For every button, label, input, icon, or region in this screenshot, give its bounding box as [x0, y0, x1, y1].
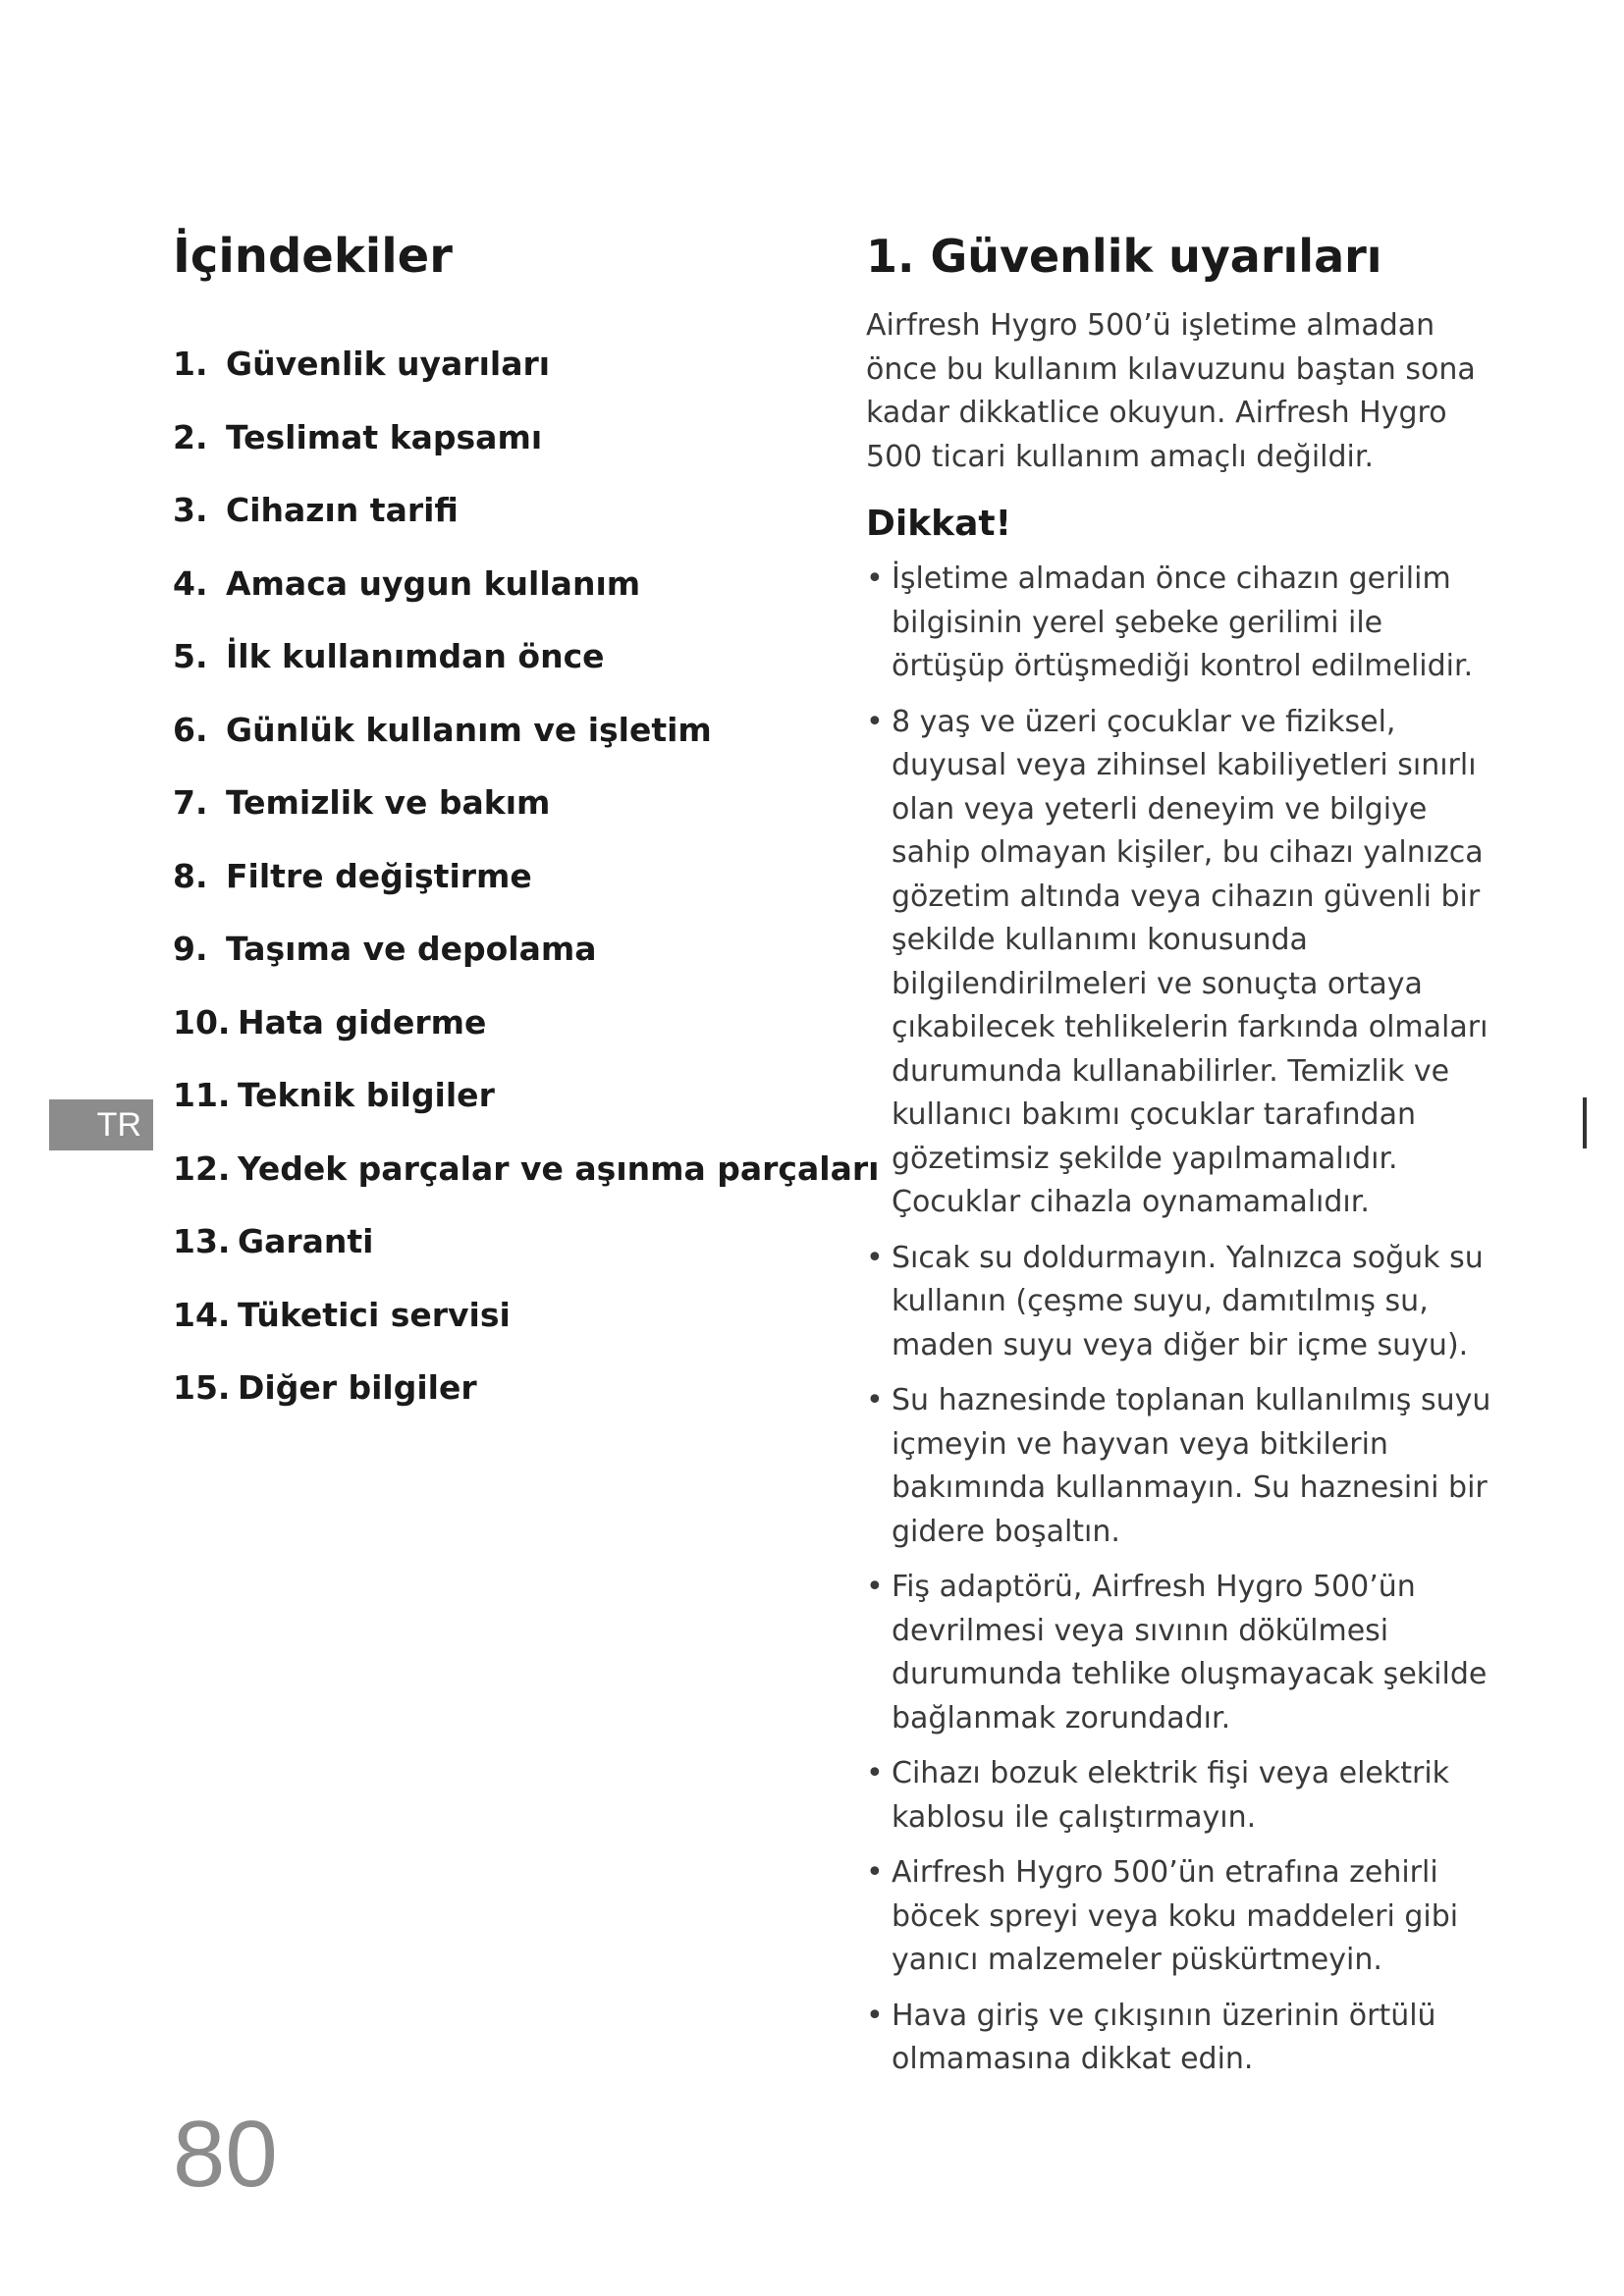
toc-item [173, 548, 840, 621]
margin-marker [1583, 1097, 1587, 1148]
toc-item-label: Cihazın tarifi [226, 491, 459, 529]
toc-item [173, 401, 840, 475]
language-tab: TR [49, 1099, 153, 1150]
toc-item-number: 2. [173, 417, 208, 456]
warning-heading: Dikkat! [866, 504, 1012, 544]
warning-item: • Hava giriş ve çıkışının üzerinin örtülü olmamasına dikkat edin. [866, 1995, 1504, 2082]
toc-item-label: Güvenlik uyarıları [226, 345, 551, 383]
toc-item-label: Hata giderme [238, 1002, 487, 1041]
warning-item: • Fiş adaptörü, Airfresh Hygro 500’ün devrilmesi veya sıvının dökülmesi durumunda tehlike oluşmayacak şekilde bağlanmak zorundadır. [866, 1566, 1504, 1740]
toc-item-label: Yedek parçalar ve aşınma parçaları [238, 1148, 880, 1188]
warning-item: • Sıcak su doldurmayın. Yalnızca soğuk su kullanın (çeşme suyu, damıtılmış su, maden suyu veya diğer bir içme suyu). [866, 1237, 1504, 1368]
toc-item-number: 5. [173, 637, 208, 675]
section-intro: Airfresh Hygro 500’ü işletime almadan önce bu kullanım kılavuzunu baştan sona kadar dikkatlice okuyun. Airfresh Hygro 500 ticari kullanım amaçlı değildir. [866, 308, 1476, 474]
toc-item-number: 3. [173, 491, 208, 529]
toc-item-number: 6. [173, 710, 208, 749]
toc-item-number: 8. [173, 856, 208, 895]
toc-item-number: 11. [173, 1076, 231, 1114]
toc-list [173, 328, 880, 1425]
toc-item-label: Temizlik ve bakım [226, 783, 551, 822]
toc-item [173, 1205, 840, 1279]
table-of-contents [173, 222, 880, 1425]
toc-item-label: Günlük kullanım ve işletim [226, 710, 712, 749]
toc-item [173, 1059, 840, 1133]
toc-item [173, 474, 840, 548]
toc-item [173, 913, 840, 987]
toc-item-label: Taşıma ve depolama [226, 930, 597, 968]
safety-section [866, 222, 1504, 2094]
toc-item-number: 4. [173, 563, 208, 603]
warning-list [866, 558, 1504, 2082]
toc-item-number: 12. [173, 1148, 231, 1188]
toc-item-label: Garanti [238, 1222, 374, 1260]
toc-item [173, 767, 840, 840]
warning-item: • Su haznesinde toplanan kullanılmış suyu içmeyin ve hayvan veya bitkilerin bakımında kullanmayın. Su haznesini bir gidere boşaltın. [866, 1379, 1504, 1554]
toc-item-label: Diğer bilgiler [238, 1368, 477, 1407]
toc-item [173, 987, 840, 1060]
toc-item-label: Tüketici servisi [238, 1295, 511, 1334]
toc-title: İçindekiler [173, 229, 453, 284]
warning-item: • Cihazı bozuk elektrik fişi veya elektrik kablosu ile çalıştırmayın. [866, 1752, 1504, 1840]
toc-item [173, 1133, 880, 1206]
toc-item [173, 1352, 840, 1425]
toc-item-label: Teslimat kapsamı [226, 417, 543, 456]
toc-item-number: 9. [173, 930, 208, 968]
toc-item [173, 694, 840, 768]
toc-item-number: 13. [173, 1222, 231, 1260]
toc-item [173, 620, 840, 694]
toc-item-label: İlk kullanımdan önce [226, 637, 605, 675]
section-title: 1. Güvenlik uyarıları [866, 230, 1382, 283]
toc-item-number: 14. [173, 1295, 231, 1334]
toc-item-number: 7. [173, 783, 208, 822]
warning-item: • İşletime almadan önce cihazın gerilim bilgisinin yerel şebeke gerilimi ile örtüşüp örtüşmediği kontrol edilmelidir. [866, 558, 1504, 689]
toc-item-number: 1. [173, 345, 208, 383]
warning-item: • Airfresh Hygro 500’ün etrafına zehirli böcek spreyi veya koku maddeleri gibi yanıcı malzemeler püskürtmeyin. [866, 1851, 1504, 1983]
toc-item [173, 328, 840, 401]
toc-item-label: Filtre değiştirme [226, 856, 532, 895]
toc-item-number: 10. [173, 1002, 231, 1041]
toc-item-label: Amaca uygun kullanım [226, 563, 641, 603]
toc-item [173, 840, 840, 914]
toc-item-number: 15. [173, 1368, 231, 1407]
warning-item: • 8 yaş ve üzeri çocuklar ve fiziksel, duyusal veya zihinsel kabiliyetleri sınırlı olan veya yeterli deneyim ve bilgiye sahip olmayan kişiler, bu cihazı yalnızca gözetim altında veya cihazın güvenli bir şekilde kullanımı konusunda bilgilendirilmeleri ve sonuçta ortaya çıkabilecek tehlikelerin farkında olmaları durumunda kullanabilirler. Temizlik ve kullanıcı bakımı çocuklar tarafından gözetimsiz şekilde yapılmamalıdır. Çocuklar cihazla oynamamalıdır. [866, 701, 1504, 1225]
toc-item [173, 1279, 840, 1353]
page-number: 80 [173, 2102, 278, 2207]
toc-item-label: Teknik bilgiler [238, 1076, 495, 1114]
